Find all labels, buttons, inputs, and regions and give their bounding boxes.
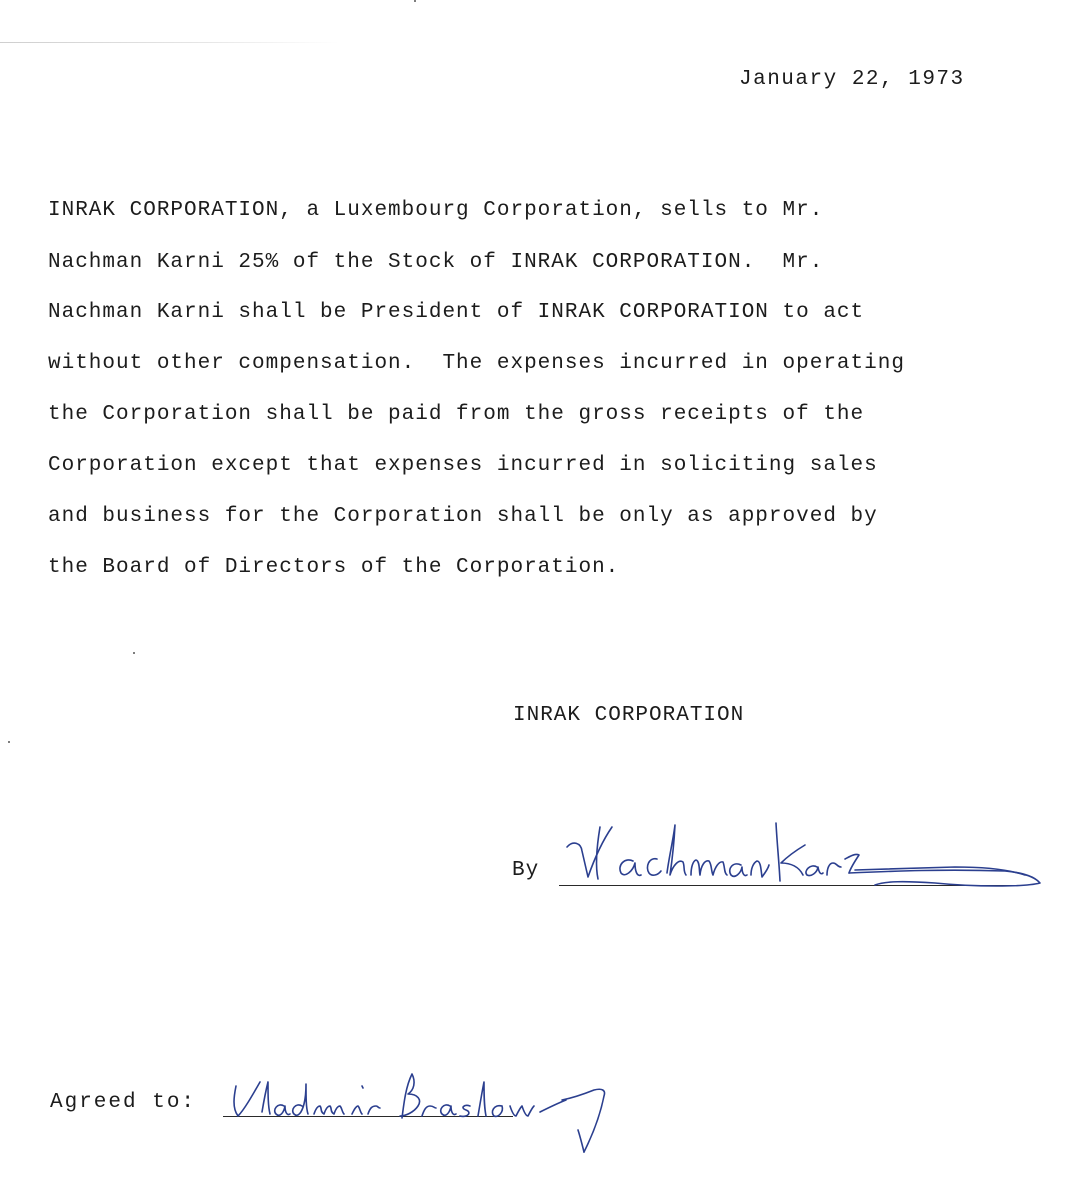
agreed-to-label: Agreed to: — [50, 1091, 197, 1114]
by-label: By — [512, 859, 540, 882]
ink-speck — [8, 741, 10, 743]
signatory-company: INRAK CORPORATION — [513, 704, 745, 727]
body-line: Nachman Karni 25% of the Stock of INRAK CORPORATION. Mr. — [48, 251, 824, 274]
body-line: Nachman Karni shall be President of INRAK CORPORATION to act — [48, 301, 865, 324]
body-line: the Board of Directors of the Corporation. — [48, 556, 620, 579]
signature-vladimir-braslowsky — [222, 1060, 642, 1160]
body-line: without other compensation. The expenses incurred in operating — [48, 352, 905, 375]
body-line: and business for the Corporation shall be only as approved by — [48, 505, 878, 528]
body-line: the Corporation shall be paid from the gross receipts of the — [48, 403, 865, 426]
signature-nachman-karni — [555, 815, 1050, 900]
letter-date: January 22, 1973 — [739, 68, 965, 91]
body-line: Corporation except that expenses incurred in soliciting sales — [48, 454, 878, 477]
body-line: INRAK CORPORATION, a Luxembourg Corporation, sells to Mr. — [48, 199, 824, 222]
page-edge-line — [0, 42, 340, 43]
ink-speck — [133, 652, 135, 654]
ink-speck — [414, 0, 416, 2]
